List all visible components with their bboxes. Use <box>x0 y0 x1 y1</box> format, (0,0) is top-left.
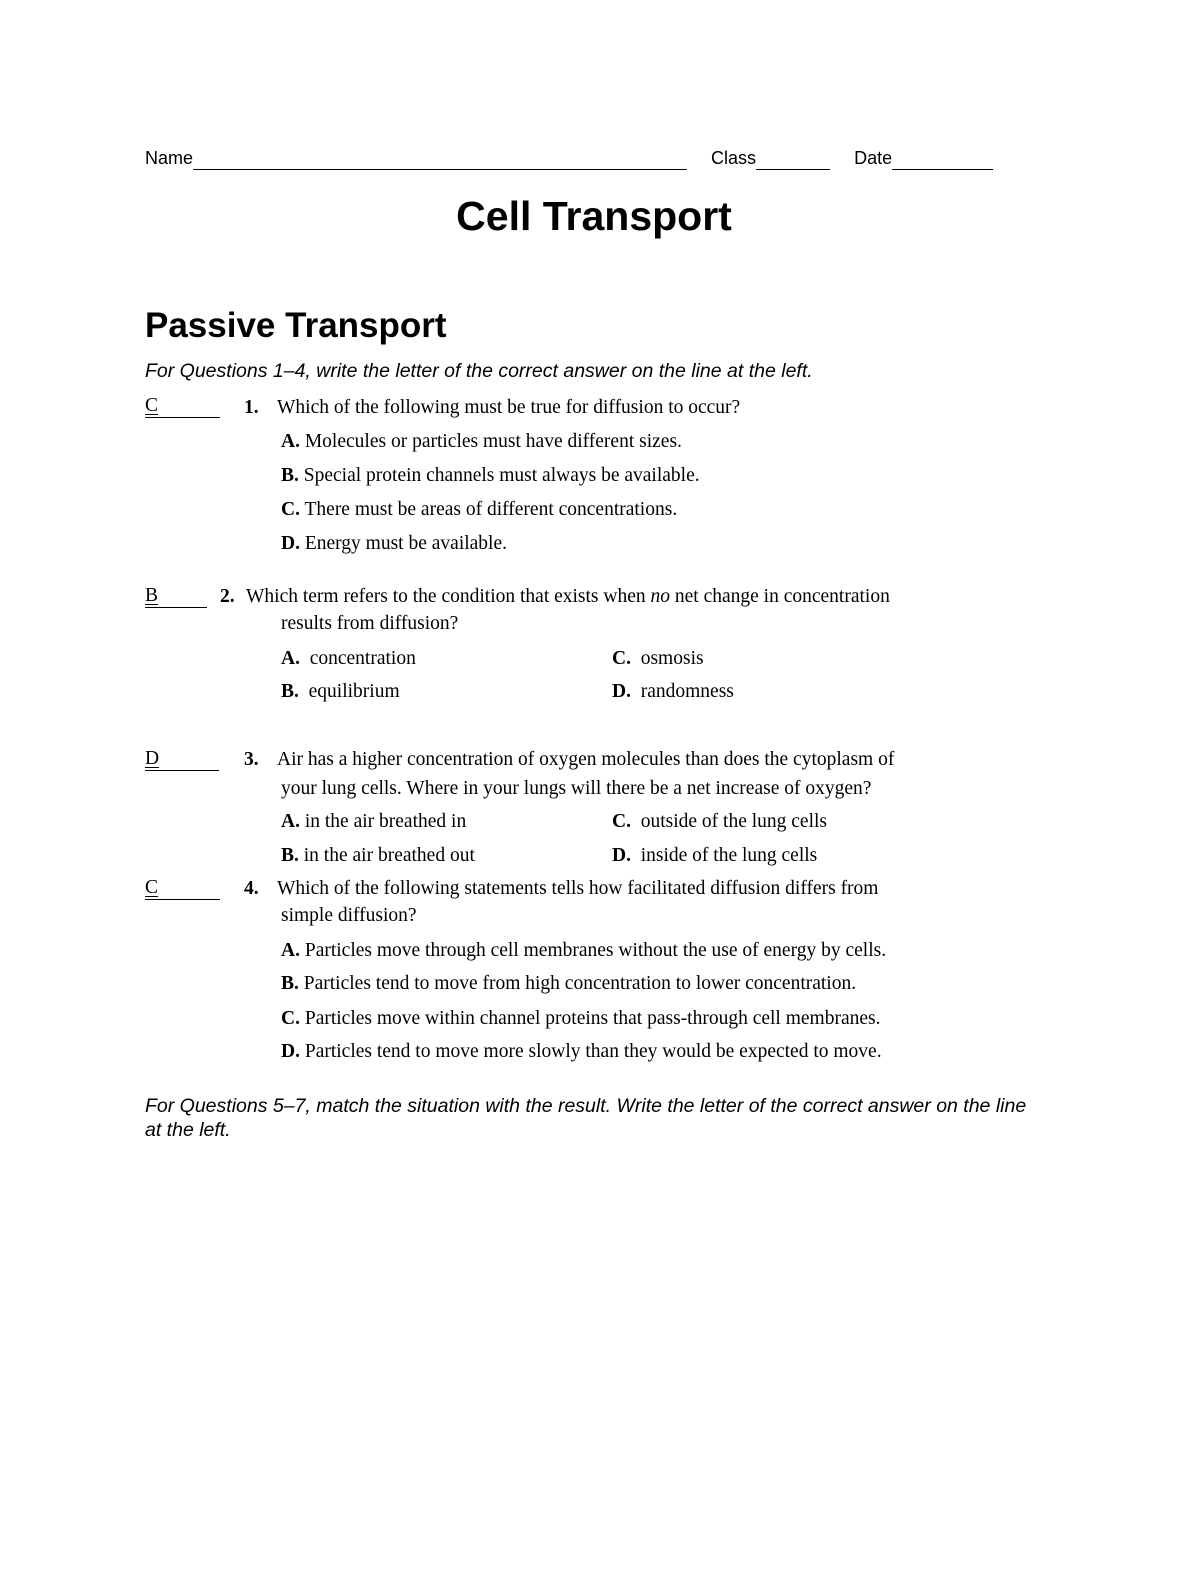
option-c <box>612 646 704 672</box>
option-letter: C. <box>612 648 631 669</box>
option-c <box>281 1006 880 1032</box>
option-text: randomness <box>640 681 734 702</box>
option-text: concentration <box>309 648 416 669</box>
option-letter: A. <box>281 940 300 961</box>
answer-blank-2[interactable]: B <box>145 585 207 608</box>
option-a <box>281 429 682 455</box>
question-text: Which of the following statements tells how facilitated diffusion differs from <box>277 878 879 899</box>
option-text: in the air breathed out <box>303 845 475 866</box>
option-b <box>281 463 700 489</box>
class-blank[interactable] <box>756 151 830 170</box>
option-text: outside of the lung cells <box>640 811 828 832</box>
date-label: Date <box>854 148 893 168</box>
question-text-post: net change in concentration <box>670 586 890 607</box>
option-text: There must be areas of different concentrations. <box>304 499 678 520</box>
option-text: osmosis <box>640 648 704 669</box>
option-a <box>281 646 416 672</box>
option-text: equilibrium <box>308 681 400 702</box>
question-text: Air has a higher concentration of oxygen molecules than does the cytoplasm of <box>277 749 895 770</box>
question-text-pre: Which term refers to the condition that exists when <box>246 586 651 607</box>
question-number: 3. <box>244 749 259 770</box>
question-text-line2: your lung cells. Where in your lungs will there be a net increase of oxygen? <box>281 778 872 799</box>
section-heading: Passive Transport <box>145 306 447 345</box>
question-number: 1. <box>244 397 259 418</box>
date-blank[interactable] <box>892 151 993 170</box>
option-d <box>612 679 734 705</box>
option-letter: B. <box>281 845 299 866</box>
question-number: 4. <box>244 878 259 899</box>
option-letter: C. <box>281 499 300 520</box>
option-text: Particles move within channel proteins that pass-through cell membranes. <box>304 1008 881 1029</box>
option-d <box>612 843 817 869</box>
question-text-emphasis: no <box>650 586 671 607</box>
name-blank[interactable] <box>193 151 687 170</box>
name-label: Name <box>145 148 194 168</box>
question-text <box>246 584 890 610</box>
answer-blank-1[interactable]: C <box>145 395 220 418</box>
option-d <box>281 1039 882 1065</box>
option-b <box>281 843 475 869</box>
option-letter: A. <box>281 431 300 452</box>
option-text: in the air breathed in <box>304 811 467 832</box>
answer-blank-3[interactable]: D <box>145 748 219 771</box>
option-b <box>281 679 400 705</box>
option-text: Energy must be available. <box>304 533 508 554</box>
option-text: Special protein channels must always be available. <box>303 465 700 486</box>
option-letter: A. <box>281 811 300 832</box>
page-title: Cell Transport <box>456 193 732 239</box>
option-b <box>281 971 856 997</box>
class-label: Class <box>711 148 757 168</box>
option-letter: D. <box>612 681 631 702</box>
option-text: Particles tend to move more slowly than they would be expected to move. <box>304 1041 882 1062</box>
option-text: inside of the lung cells <box>640 845 818 866</box>
option-letter: D. <box>612 845 631 866</box>
option-text: Particles move through cell membranes without the use of energy by cells. <box>304 940 887 961</box>
option-text: Molecules or particles must have different sizes. <box>304 431 682 452</box>
option-letter: B. <box>281 465 299 486</box>
option-c <box>612 809 827 835</box>
option-letter: A. <box>281 648 300 669</box>
question-number: 2. <box>220 586 235 607</box>
question-text: Which of the following must be true for diffusion to occur? <box>277 397 741 418</box>
option-letter: C. <box>612 811 631 832</box>
option-letter: B. <box>281 973 299 994</box>
option-text: Particles tend to move from high concentration to lower concentration. <box>303 973 857 994</box>
option-letter: D. <box>281 533 300 554</box>
option-d <box>281 531 507 557</box>
instructions-2: For Questions 5–7, match the situation with the result. Write the letter of the correct answer on the line at the left. <box>145 1095 1027 1141</box>
option-a <box>281 938 886 964</box>
option-c <box>281 497 677 523</box>
option-a <box>281 809 466 835</box>
option-letter: B. <box>281 681 299 702</box>
answer-blank-4[interactable]: C <box>145 877 220 900</box>
question-text-line2: results from diffusion? <box>281 613 459 634</box>
instructions-1: For Questions 1–4, write the letter of the correct answer on the line at the left. <box>145 360 813 382</box>
option-letter: C. <box>281 1008 300 1029</box>
header-fields <box>145 146 1005 170</box>
question-text-line2: simple diffusion? <box>281 905 417 926</box>
option-letter: D. <box>281 1041 300 1062</box>
